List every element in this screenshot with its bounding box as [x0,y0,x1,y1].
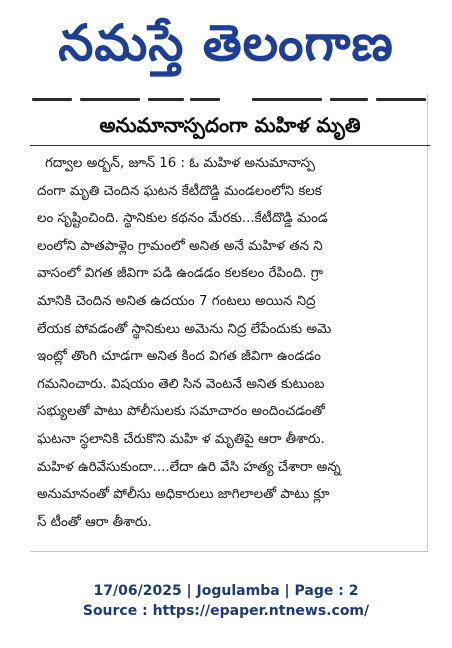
publication-info: 17/06/2025 | Jogulamba | Page : 2 [93,583,359,599]
article-line: దంగా మృతి చెందిన ఘటన కేటీదొడ్డి మండలంలోని కలక [37,183,322,199]
article-line: లం సృష్టించింది. స్థానికుల కథనం మేరకు...కేటీదొడ్డి మండ [37,211,328,227]
cut-text-strip [30,96,430,104]
article-line: గమనించారు. విషయం తెలి సిన వెంటనే అనిత కుటుంబ [37,376,325,392]
headline-divider [30,145,430,146]
article-body [37,150,427,540]
article-headline: అనుమానాస్పదంగా మహిళ మృతి [99,113,361,137]
source-link[interactable]: Source : https://epaper.ntnews.com/ [82,603,370,619]
article-line: అనుమానంతో పోలీసు అధికారులు జాగిలాలతో పాటు క్లూ [37,487,330,503]
newspaper-masthead: నమస్తే తెలంగాణ [58,14,394,72]
article-line: ఇంట్లో తొంగి చూడగా అనిత కింద విగత జీవిగా ఉండడం [37,349,321,365]
article-line: మానికి చెందిన అనిత ఉదయం 7 గంటలు అయిన నిద్ర [37,293,316,309]
article-line: గద్వాల అర్బన్, జూన్ 16 : ఓ మహిళ అనుమానాస్ప [45,156,315,171]
article-line: వాసంలో విగత జీవిగా పడి ఉండడం కలకలం రేపింది. గ్రా [37,266,324,282]
article-line: లంలోని పాతపాళ్లెం గ్రామంలో అనిత అనే మహిళ తన ని [37,238,323,254]
article-line: మహిళ ఉరివేసుకుందా....లేదా ఉరి వేసి హత్య చేశారా అన్న [37,459,341,475]
article-line: లేయక పోవడంతో స్థానికులు అమెను నిద్ర లేపేందుకు అమె [37,321,332,337]
article-line: సభ్యులతో పాటు పోలీసులకు సమాచారం అందించడంతో [37,404,325,420]
article-line: ఘటనా స్థలానికి చేరుకొని మహి ళ మృతిపై ఆరా తీశారు. [37,431,325,447]
article-line: స్ టీంతో ఆరా తీశారు. [37,514,152,530]
